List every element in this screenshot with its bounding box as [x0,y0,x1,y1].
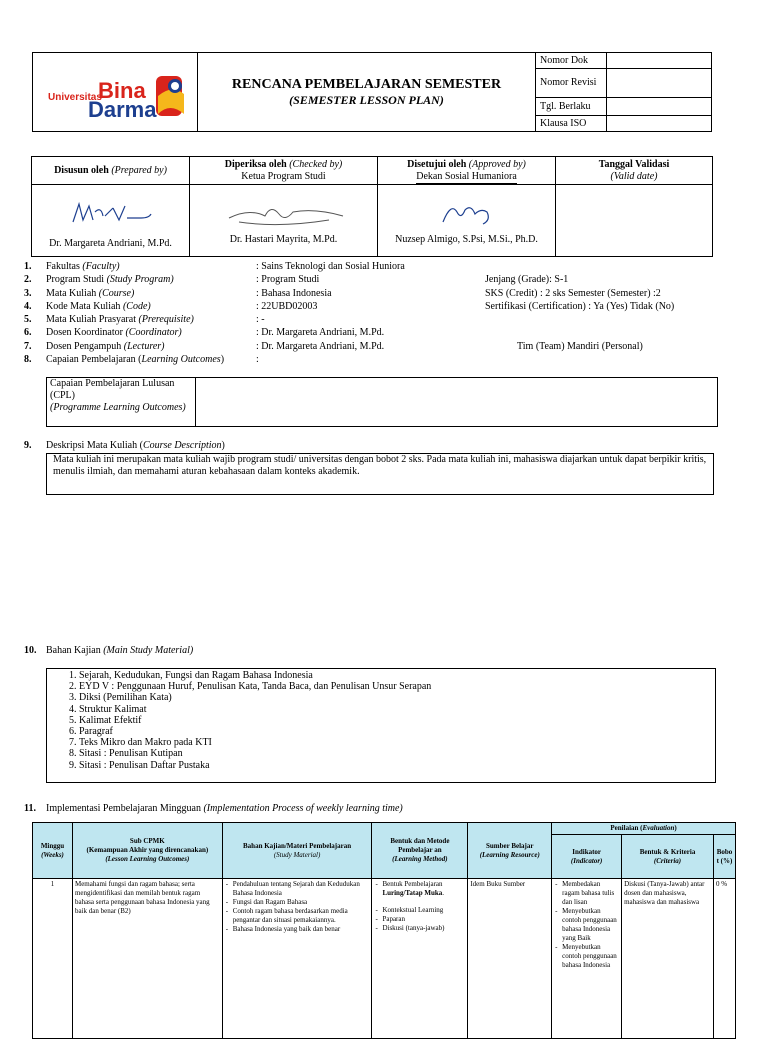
list-item: - Menyebutkan contoh penggunaan bahasa Indonesia [562,943,619,970]
course-description-text: Mata kuliah ini merupakan mata kuliah wajib program studi/ universitas dengan bobot 2 sks. Pada mata kuliah ini, mahasiswa diajarkan untuk dapat berpikir kritis, menulis ilmiah, dan memahami aturan kebahasaan dalam konteks akademik. [46,453,714,495]
col-indicator: Indikator (Indicator) [552,835,622,879]
meta-value [607,69,712,97]
list-item: - Bahasa Indonesia yang baik dan benar [233,925,370,934]
list-item: - Fungsi dan Ragam Bahasa [233,898,370,907]
meta-label: Tgl. Berlaku [536,97,607,115]
section-material-heading: 10. Bahan Kajian (Main Study Material) [24,645,194,656]
list-item: 7. Teks Mikro dan Makro pada KTI [79,737,715,748]
sign-cell-date [556,185,713,257]
cpl-table [46,377,718,427]
meta-label: Nomor Dok [536,53,607,69]
signature-table [31,156,713,257]
sign-cell-approved [378,185,556,257]
info-row-outcomes: 8. Capaian Pembelajaran (Learning Outcomes) : [24,354,259,366]
info-row-prerequisite: 5. Mata Kuliah Prasyarat (Prerequisite) : - [24,314,265,326]
info-row-faculty: 1. Fakultas (Faculty) : Sains Teknologi dan Sosial Huniora [24,261,405,272]
info-row-lecturer: 7. Dosen Pengampuh (Lecturer) : Dr. Margareta Andriani, M.Pd. Tim (Team) Mandiri (Personal) [24,340,643,352]
info-row-code: 4. Kode Mata Kuliah (Code) : 22UBD02003 Sertifikasi (Certification) : Ya (Yes) Tidak (No) [24,300,675,312]
list-item: 3. Diksi (Pemilihan Kata) [79,692,715,703]
cell-subcpmk: Memahami fungsi dan ragam bahasa; serta mengidentifikasi dan memilah bentuk ragam bahasa serta penggunaan bahasa Indonesia yang baik dan benar (B2) [72,879,222,1039]
title-cell [198,53,536,132]
list-item: 2. EYD V : Penggunaan Huruf, Penulisan Kata, Tanda Baca, dan Penulisan Unsur Serapan [79,681,715,692]
list-item: 5. Kalimat Efektif [79,715,715,726]
col-evaluation: Penilaian (Evaluation) [552,823,736,835]
list-item: 1. Sejarah, Kedudukan, Fungsi dan Ragam Bahasa Indonesia [79,670,715,681]
document-header [32,52,712,132]
list-item: - Kontekstual Learning [382,906,465,915]
signature-icon [437,198,497,228]
course-info-list [24,260,724,366]
list-item: - Paparan [382,915,465,924]
study-material-box [46,668,716,783]
sign-head-prepared: Disusun oleh (Prepared by) [32,157,190,185]
cell-method [372,879,468,1039]
cell-resource: Idem Buku Sumber [468,879,552,1039]
cpl-value [196,378,718,427]
list-item: 4. Struktur Kalimat [79,704,715,715]
meta-value [607,115,712,131]
list-item: - Bentuk Pembelajaran Luring/Tatap Muka. [382,880,465,898]
sign-head-approved: Disetujui oleh (Approved by) Dekan Sosial Humaniora [378,157,556,185]
sign-cell-checked [190,185,378,257]
col-resource: Sumber Belajar (Learning Resource) [468,823,552,879]
col-criteria: Bentuk & Kriteria (Criteria) [622,835,714,879]
list-item: 8. Sitasi : Penulisan Kutipan [79,748,715,759]
cell-week: 1 [33,879,73,1039]
section-description-heading: 9. Deskripsi Mata Kuliah (Course Description) [24,440,225,451]
study-material-list [47,670,715,771]
list-item: - Menyebutkan contoh penggunaan bahasa Indonesia yang Baik [562,907,619,943]
col-weight: Bobot (%) [713,835,735,879]
list-item: - Pendahuluan tentang Sejarah dan Kedudukan Bahasa Indonesia [233,880,370,898]
weekly-implementation-table [32,822,736,1039]
cell-material [222,879,372,1039]
cell-criteria: Diskusi (Tanya-Jawab) antar dosen dan mahasiswa, mahasiswa dan mahasiswa [622,879,714,1039]
approver-name: Nuzsep Almigo, S.Psi, M.Si., Ph.D. [395,234,538,245]
list-item: - Contoh ragam bahasa berdasarkan media pengantar dan situasi pemakaiannya. [233,907,370,925]
section-implementation-heading: 11. Implementasi Pembelajaran Mingguan (Implementation Process of weekly learning time) [24,803,403,814]
meta-label: Nomor Revisi [536,69,607,97]
page-title: RENCANA PEMBELAJARAN SEMESTER [231,76,502,92]
page-subtitle: (SEMESTER LESSON PLAN) [289,92,444,107]
checker-name: Dr. Hastari Mayrita, M.Pd. [229,234,338,245]
info-row-coordinator: 6. Dosen Koordinator (Coordinator) : Dr. Margareta Andriani, M.Pd. [24,327,385,339]
info-row-course: 3. Mata Kuliah (Course) : Bahasa Indonesia SKS (Credit) : 2 sks Semester (Semester) :2 [24,287,661,299]
col-material: Bahan Kajian/Materi Pembelajaran (Study Material) [222,823,372,879]
cell-weight: 0 % [713,879,735,1039]
sign-head-checked: Diperiksa oleh (Checked by) Ketua Program Studi [190,157,378,185]
preparer-name: Dr. Margareta Andriani, M.Pd. [49,238,172,249]
sign-head-valid-date: Tanggal Validasi (Valid date) [556,157,713,185]
col-method: Bentuk dan Metode Pembelajar an (Learning Method) [372,823,468,879]
university-logo: Universitas Bina Darma [42,64,188,120]
list-item: 9. Sitasi : Penulisan Daftar Pustaka [79,760,715,771]
sign-cell-prepared [32,185,190,257]
list-item: - Diskusi (tanya-jawab) [382,924,465,933]
list-item: 6. Paragraf [79,726,715,737]
meta-label: Klausa ISO [536,115,607,131]
meta-value [607,53,712,69]
cpl-label: Capaian Pembelajaran Lulusan (CPL) (Programme Learning Outcomes) [47,378,196,427]
logo-cell [33,53,198,132]
logo-emblem-icon [154,74,188,118]
cell-indicator [552,879,622,1039]
table-row [33,879,736,1039]
col-week: Minggu (Weeks) [33,823,73,879]
signature-icon [69,198,153,228]
list-item: - Membedakan ragam bahasa tulis dan lisan [562,880,619,907]
info-row-program: 2. Program Studi (Study Program) : Program Studi Jenjang (Grade): S-1 [24,274,569,286]
col-subcpmk: Sub CPMK (Kemampuan Akhir yang direncanakan) (Lesson Learning Outcomes) [72,823,222,879]
signature-icon [219,198,349,230]
meta-value [607,97,712,115]
